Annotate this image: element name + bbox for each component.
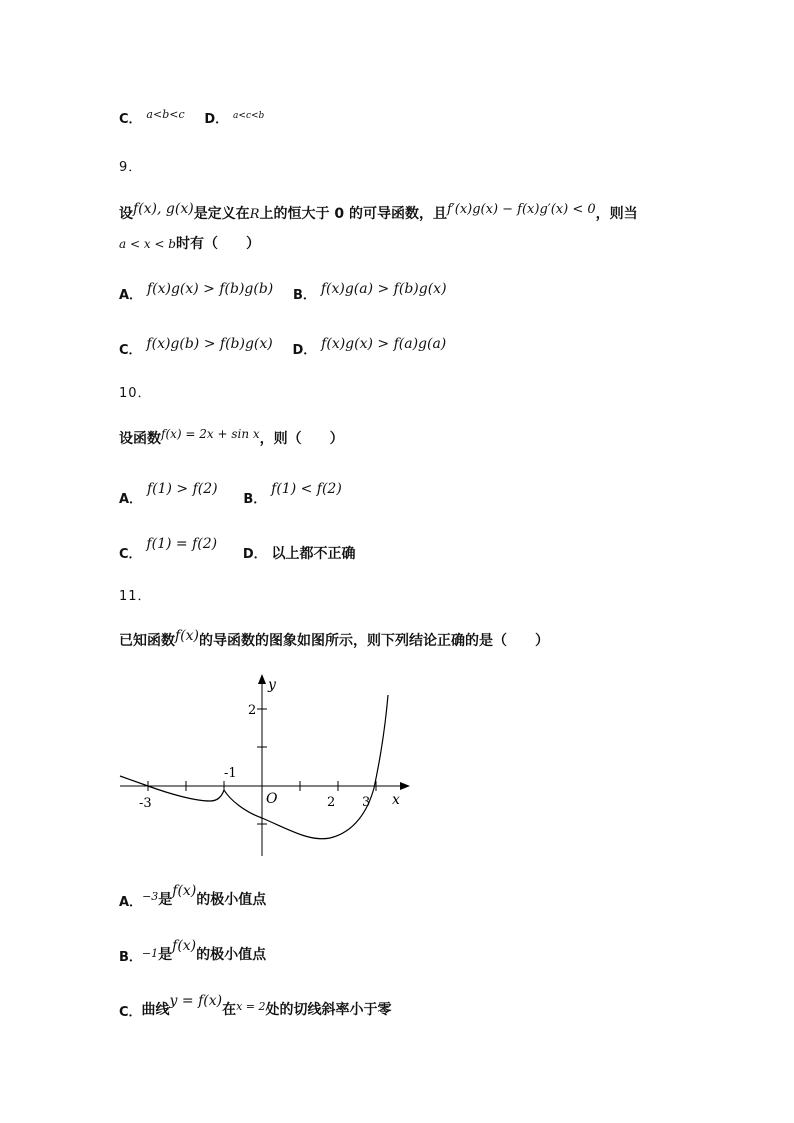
q9-option-a-expr: f(x)g(x) > f(b)g(b) — [146, 281, 274, 297]
q11-option-a-post: 的极小值点 — [196, 892, 267, 908]
q11-option-a-expr2: f(x) — [172, 883, 197, 899]
q10-option-a-expr: f(1) > f(2) — [146, 481, 218, 497]
q10-number: 10． — [119, 386, 152, 401]
q10-stem-pre: 设函数 — [119, 431, 161, 447]
q11-stem-pre: 已知函数 — [119, 633, 175, 649]
q11-option-b-post: 的极小值点 — [196, 947, 267, 963]
q11-option-c — [119, 993, 392, 1020]
q9-stem-condition: f′(x)g(x) − f(x)g′(x) < 0 — [446, 202, 596, 217]
tick-label-xm3: -3 — [139, 796, 152, 811]
q8-option-c-letter: C． — [119, 112, 142, 127]
q9-stem-mid2: 上的恒大于 0 的可导函数，且 — [259, 206, 447, 222]
q8-option-d-letter: D． — [204, 112, 229, 127]
q10-options-cd — [119, 536, 356, 562]
q11-option-c-expr2: x = 2 — [236, 1000, 266, 1013]
q11-stem — [119, 630, 549, 650]
q9-option-b-expr: f(x)g(a) > f(b)g(x) — [320, 281, 447, 297]
q8-option-c-expr: a<b<c — [146, 108, 185, 121]
q9-option-c-letter: C． — [119, 343, 142, 358]
q11-number: 11． — [119, 589, 152, 604]
tick-label-y2: 2 — [248, 703, 257, 718]
tick-label-x2: 2 — [327, 795, 336, 810]
q11-option-b-letter: B． — [119, 950, 142, 965]
q10-options-ab — [119, 481, 342, 507]
q11-option-a — [119, 883, 267, 910]
q10-option-c-expr: f(1) = f(2) — [146, 536, 218, 552]
q11-option-c-letter: C． — [119, 1005, 142, 1020]
y-axis-label: y — [268, 677, 276, 693]
q9-stem-r: R — [249, 207, 260, 222]
q11-option-b — [119, 938, 267, 965]
q11-option-c-post: 处的切线斜率小于零 — [265, 1002, 392, 1018]
q11-option-c-expr1: y = f(x) — [169, 993, 223, 1009]
q11-option-a-letter: A． — [119, 895, 143, 910]
q11-derivative-graph — [110, 668, 430, 863]
q9-stem-line2 — [119, 233, 260, 253]
q11-option-b-mid: 是 — [158, 947, 173, 963]
q8-options-cd — [119, 108, 264, 127]
origin-label: O — [266, 791, 278, 807]
q10-option-d-letter: D． — [242, 547, 267, 562]
q9-stem-line1 — [119, 203, 638, 223]
q9-option-d-letter: D． — [292, 343, 317, 358]
q11-stem-expr: f(x) — [175, 628, 200, 644]
q11-option-b-expr2: f(x) — [172, 938, 197, 954]
q9-option-c-expr: f(x)g(b) > f(b)g(x) — [146, 336, 273, 352]
q10-stem — [119, 428, 344, 448]
q9-option-b-letter: B． — [293, 288, 316, 303]
q10-stem-expr: f(x) = 2x + sin x — [161, 427, 260, 441]
tick-label-x3: 3 — [362, 795, 371, 810]
q11-option-b-expr1: −1 — [141, 947, 159, 960]
q9-stem-mid1: 是定义在 — [193, 206, 250, 222]
q10-option-d-text: 以上都不正确 — [271, 546, 356, 562]
q9-stem-post: ，则当 — [595, 206, 638, 222]
x-axis-arrow — [400, 782, 410, 790]
q10-option-a-letter: A． — [119, 492, 143, 507]
q11-option-c-pre: 曲线 — [141, 1002, 170, 1018]
q8-option-d-expr: a<c<b — [233, 111, 265, 121]
q9-options-cd — [119, 333, 447, 358]
q11-option-a-mid: 是 — [158, 892, 173, 908]
q9-stem-pre: 设 — [119, 206, 133, 222]
x-axis-label: x — [392, 792, 400, 808]
q9-stem-line2-text: 时有（ ） — [175, 236, 260, 252]
q9-stem-line2-expr: a < x < b — [119, 237, 176, 251]
q10-stem-post: ，则（ ） — [259, 431, 344, 447]
q11-stem-post: 的导函数的图象如图所示，则下列结论正确的是（ ） — [199, 633, 550, 649]
q11-option-c-mid: 在 — [222, 1002, 237, 1018]
q10-option-b-letter: B． — [243, 492, 267, 507]
q9-number: 9． — [119, 160, 143, 175]
q9-options-ab — [119, 278, 447, 303]
q9-option-a-letter: A． — [119, 288, 143, 303]
q11-option-a-expr1: −3 — [142, 890, 159, 903]
tick-label-xm1: -1 — [224, 766, 237, 781]
y-axis-arrow — [258, 674, 266, 684]
q10-option-c-letter: C． — [119, 547, 142, 562]
q9-option-d-expr: f(x)g(x) > f(a)g(a) — [321, 336, 447, 352]
q9-stem-func: f(x), g(x) — [133, 201, 194, 217]
q10-option-b-expr: f(1) < f(2) — [271, 481, 342, 497]
